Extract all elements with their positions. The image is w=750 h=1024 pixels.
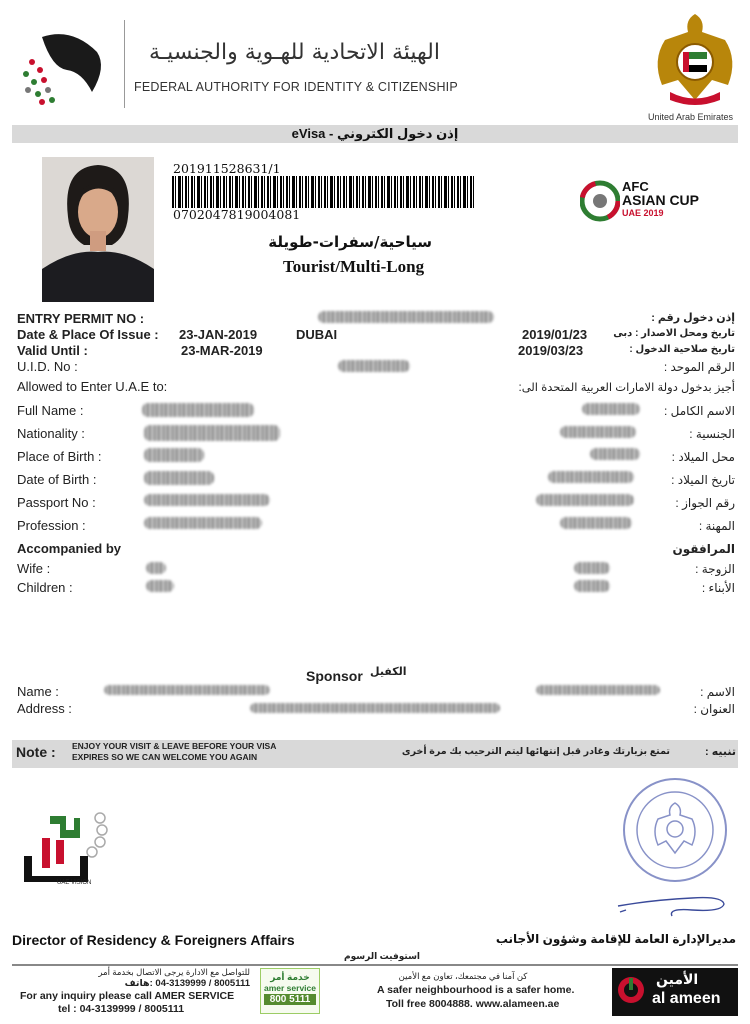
accompanied-label-ar: المرافقون [672,542,735,556]
entry-permit-label: ENTRY PERMIT NO : [17,311,145,326]
amer-service-logo [260,968,320,1014]
amer-logo-ar: خدمة أمر [270,972,310,982]
amer-contact-en-1: For any inquiry please call AMER SERVICE [20,990,235,1002]
director-title-ar: مديرالإدارة العامة للإقامة وشؤون الأجانب [495,932,736,946]
sponsor-address-redacted [250,703,500,713]
valid-until-date: 23-MAR-2019 [181,343,263,358]
place-of-birth-redacted [144,448,204,462]
sponsor-label-ar: الكفيل [370,666,407,678]
country-name: United Arab Emirates [648,112,734,122]
passport-no-label-ar: رقم الجواز : [675,496,735,510]
passport-no-redacted [144,494,270,506]
issue-label: Date & Place Of Issue : [17,327,159,342]
wife-ar-redacted [574,562,610,574]
title-separator: - [325,126,337,141]
wife-label-ar: الزوجة : [695,562,735,576]
entry-permit-label-ar: إذن دخول رقم : [651,312,735,324]
children-ar-redacted [574,580,610,592]
header-divider [124,20,125,108]
authority-name-ar: الهيئة الاتحادية للهـوية والجنسيـة [148,40,440,65]
amer-contact-en-2: tel : 04-3139999 / 8005111 [58,1003,185,1015]
nationality-redacted [144,425,280,441]
barcode-top-number: 201911528631/1 [173,161,281,176]
director-title-en: Director of Residency & Foreigners Affairs [12,932,295,948]
note-label: Note : [16,744,56,760]
signature [612,888,732,920]
full-name-label-ar: الاسم الكامل : [663,404,735,418]
valid-until-label-ar: تاريخ صلاحية الدخول : [629,344,735,355]
faic-logo [12,22,117,117]
issue-date-ar: 2019/01/23 [522,327,588,342]
alameen-contact-en-2: Toll free 8004888. www.alameen.ae [386,998,560,1010]
alameen-contact-ar: كن آمنا في مجتمعك، تعاون مع الأمين [398,971,528,981]
alameen-contact-en-1: A safer neighbourhood is a safer home. [377,984,575,996]
date-of-birth-label: Date of Birth : [17,472,97,487]
holder-photo [42,157,154,302]
nationality-label-ar: الجنسية : [689,427,735,441]
valid-until-label: Valid Until : [17,343,88,358]
full-name-ar-redacted [582,403,640,415]
profession-label: Profession : [17,518,86,533]
children-label: Children : [17,580,73,595]
date-of-birth-ar-redacted [548,471,634,483]
sponsor-address-label-ar: العنوان : [693,702,735,716]
uid-redacted [338,360,410,372]
authority-name-en: FEDERAL AUTHORITY FOR IDENTITY & CITIZENSHIP [134,80,458,94]
issue-label-ar: تاريخ ومحل الاصدار : دبى [613,328,735,339]
place-of-birth-label-ar: محل الميلاد : [671,450,735,464]
full-name-label: Full Name : [17,403,84,418]
afc-line1: AFC [622,179,649,194]
sponsor-name-label-ar: الاسم : [700,685,735,699]
amer-contact-ar-1: للتواصل مع الادارة يرجى الاتصال بخدمة أمر [98,967,250,977]
sponsor-name-redacted [104,685,270,695]
wife-redacted [146,562,166,574]
amer-logo-number: 800 5111 [264,994,316,1005]
alameen-logo-en: al ameen [652,990,721,1007]
note-text-ar: تمتع بزيارتك وغادر قبل إنتهائها ليتم الترحيب بك مرة أخرى [401,746,670,757]
alameen-logo [612,968,738,1016]
afc-asian-cup-logo [580,180,620,222]
date-of-birth-label-ar: تاريخ الميلاد : [671,473,735,487]
nationality-label: Nationality : [17,426,85,441]
barcode-bottom-number: 0702047819004081 [173,207,301,222]
sponsor-label: Sponsor [306,668,363,684]
profession-label-ar: المهنة : [698,519,735,533]
barcode [172,176,474,208]
passport-no-label: Passport No : [17,495,96,510]
evisa-title-bar [12,125,738,143]
sponsor-name-label: Name : [17,684,59,699]
amer-logo-en: amer service [264,983,316,993]
visa-type-ar: سياحية/سفرات-طويلة [268,233,432,251]
note-label-ar: تنبيه : [705,746,736,758]
note-text-line1: ENJOY YOUR VISIT & LEAVE BEFORE YOUR VISA [72,741,277,751]
amer-contact-ar-2: 8005111 / 04-3139999 :هاتف [124,978,250,989]
official-stamp [620,775,730,885]
allowed-label: Allowed to Enter U.A.E to: [17,379,168,394]
place-of-birth-ar-redacted [590,448,640,460]
alameen-logo-ar: الأمين [656,971,699,987]
visa-type-en: Tourist/Multi-Long [283,257,425,276]
issue-place: DUBAI [296,327,338,342]
uae-vision-text: UAE VISION [57,880,92,886]
uid-label: U.I.D. No : [17,359,78,374]
allowed-label-ar: أجيز بدخول دولة الامارات العربية المتحدة الى: [518,382,735,394]
note-text-line2: EXPIRES SO WE CAN WELCOME YOU AGAIN [72,752,258,762]
children-label-ar: الأبناء : [701,581,735,595]
sponsor-address-label: Address : [17,701,72,716]
afc-line3: UAE 2019 [622,208,664,218]
fees-paid-ar: استوفيت الرسوم [344,951,420,961]
afc-line2: ASIAN CUP [622,192,700,208]
evisa-title-en: eVisa [291,126,326,141]
place-of-birth-label: Place of Birth : [17,449,102,464]
full-name-redacted [142,403,254,417]
uid-label-ar: الرقم الموحد : [663,360,735,374]
footer-divider [12,964,738,966]
valid-until-date-ar: 2019/03/23 [518,343,584,358]
issue-date: 23-JAN-2019 [179,327,258,342]
children-redacted [146,580,174,592]
entry-permit-redacted [318,311,494,323]
passport-no-ar-redacted [536,494,634,506]
uae-vision-logo [20,808,112,888]
profession-ar-redacted [560,517,632,529]
uae-emblem [650,10,740,110]
wife-label: Wife : [17,561,51,576]
accompanied-label: Accompanied by [17,541,122,556]
date-of-birth-redacted [144,471,214,485]
profession-redacted [144,517,262,529]
nationality-ar-redacted [560,426,636,438]
evisa-title-ar: إذن دخول الكتروني [336,126,459,141]
